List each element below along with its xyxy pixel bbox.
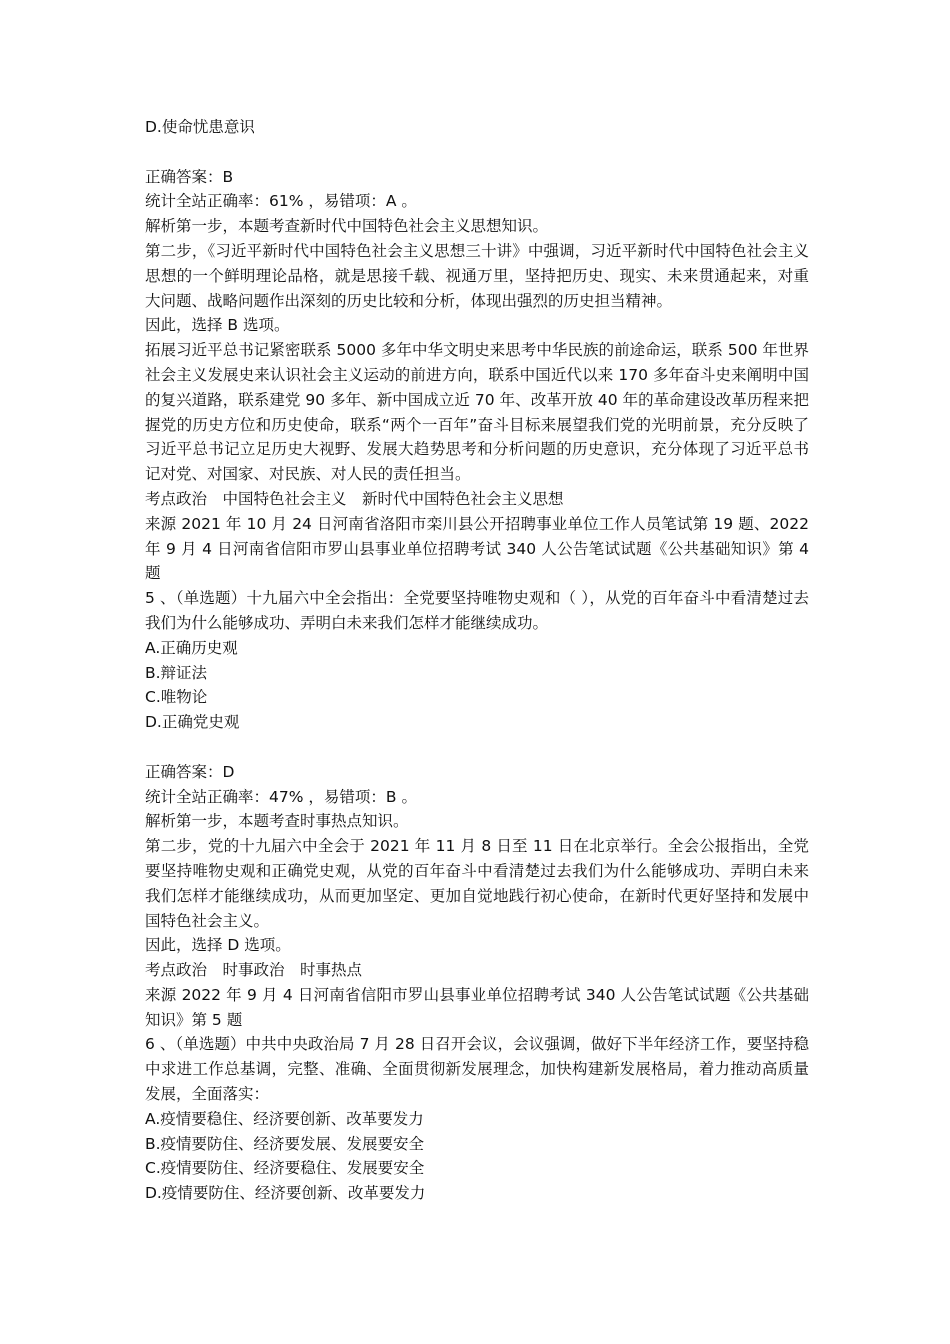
q5-stats: 统计全站正确率：47% ，易错项：B 。 — [145, 787, 417, 806]
q4-extension: 拓展习近平总书记紧密联系 5000 多年中华文明史来思考中华民族的前途命运，联系 500 年世界社会主义发展史来认识社会主义运动的前进方向，联系中国近代以来 170 多年奋斗史来阐明中国的复兴道路，联系建党 90 多年、新中国成立近 70 年、改革开放 40 年的革命建设改革历程来把握党的历史方位和历史使命，联系“两个一百年”奋斗目标来展望我们党的光明前景，充分反映了习近平总书记立足历史大视野、发展大趋势思考和分析问题的历史意识，充分体现了习近平总书记对党、对国家、对民族、对人民的责任担当。 — [145, 341, 809, 484]
q5-option-c: C.唯物论 — [145, 688, 208, 707]
q6-option-b: B.疫情要防住、经济要发展、发展要安全 — [145, 1134, 425, 1153]
q5-analysis-step1: 解析第一步，本题考查时事热点知识。 — [145, 812, 409, 831]
q4-points: 考点政治 中国特色社会主义 新时代中国特色社会主义思想 — [145, 489, 564, 508]
q5-source: 来源 2022 年 9 月 4 日河南省信阳市罗山县事业单位招聘考试 340 人公告笔试试题《公共基础知识》第 5 题 — [145, 985, 809, 1029]
q4-answer: 正确答案：B — [145, 167, 234, 186]
q4-conclusion: 因此，选择 B 选项。 — [145, 316, 290, 335]
q4-analysis-step2: 第二步，《习近平新时代中国特色社会主义思想三十讲》中强调，习近平新时代中国特色社会主义思想的一个鲜明理论品格，就是思接千载、视通万里，坚持把历史、现实、未来贯通起来，对重大问题、战略问题作出深刻的历史比较和分析，体现出强烈的历史担当精神。 — [145, 241, 809, 310]
q5-option-b: B.辩证法 — [145, 663, 208, 682]
spacer — [145, 735, 809, 760]
q6-option-c: C.疫情要防住、经济要稳住、发展要安全 — [145, 1159, 425, 1178]
q4-option-d: D.使命忧患意识 — [145, 118, 255, 136]
q5-stem: 5 、（单选题）十九届六中全会指出：全党要坚持唯物史观和（ ），从党的百年奋斗中看清楚过去我们为什么能够成功、弄明白未来我们怎样才能继续成功。 — [145, 589, 809, 632]
q5-answer: 正确答案：D — [145, 762, 235, 781]
q6-option-d: D.疫情要防住、经济要创新、改革要发力 — [145, 1184, 426, 1203]
q5-analysis-step2: 第二步，党的十九届六中全会于 2021 年 11 月 8 日至 11 日在北京举行。全会公报指出，全党要坚持唯物史观和正确党史观，从党的百年奋斗中看清楚过去我们为什么能够成功、弄明白未来我们怎样才能继续成功，从而更加坚定、更加自觉地践行初心使命，在新时代更好坚持和发展中国特色社会主义。 — [145, 837, 809, 930]
q5-option-d: D.正确党史观 — [145, 713, 240, 732]
q4-source: 来源 2021 年 10 月 24 日河南省洛阳市栾川县公开招聘事业单位工作人员笔试第 19 题、2022 年 9 月 4 日河南省信阳市罗山县事业单位招聘考试 340 人公告笔试试题《公共基础知识》第 4 题 — [145, 514, 809, 583]
q5-option-a: A.正确历史观 — [145, 638, 238, 657]
document-page — [145, 115, 809, 1206]
q5-conclusion: 因此，选择 D 选项。 — [145, 936, 291, 955]
q4-analysis-step1: 解析第一步，本题考查新时代中国特色社会主义思想知识。 — [145, 217, 549, 236]
q6-option-a: A.疫情要稳住、经济要创新、改革要发力 — [145, 1109, 424, 1128]
q6-stem: 6 、（单选题）中共中央政治局 7 月 28 日召开会议，会议强调，做好下半年经济工作，要坚持稳中求进工作总基调，完整、准确、全面贯彻新发展理念，加快构建新发展格局，着力推动高质量发展，全面落实： — [145, 1035, 809, 1104]
spacer — [145, 140, 809, 165]
q4-stats: 统计全站正确率：61% ，易错项：A 。 — [145, 192, 417, 211]
q5-points: 考点政治 时事政治 时事热点 — [145, 961, 363, 980]
